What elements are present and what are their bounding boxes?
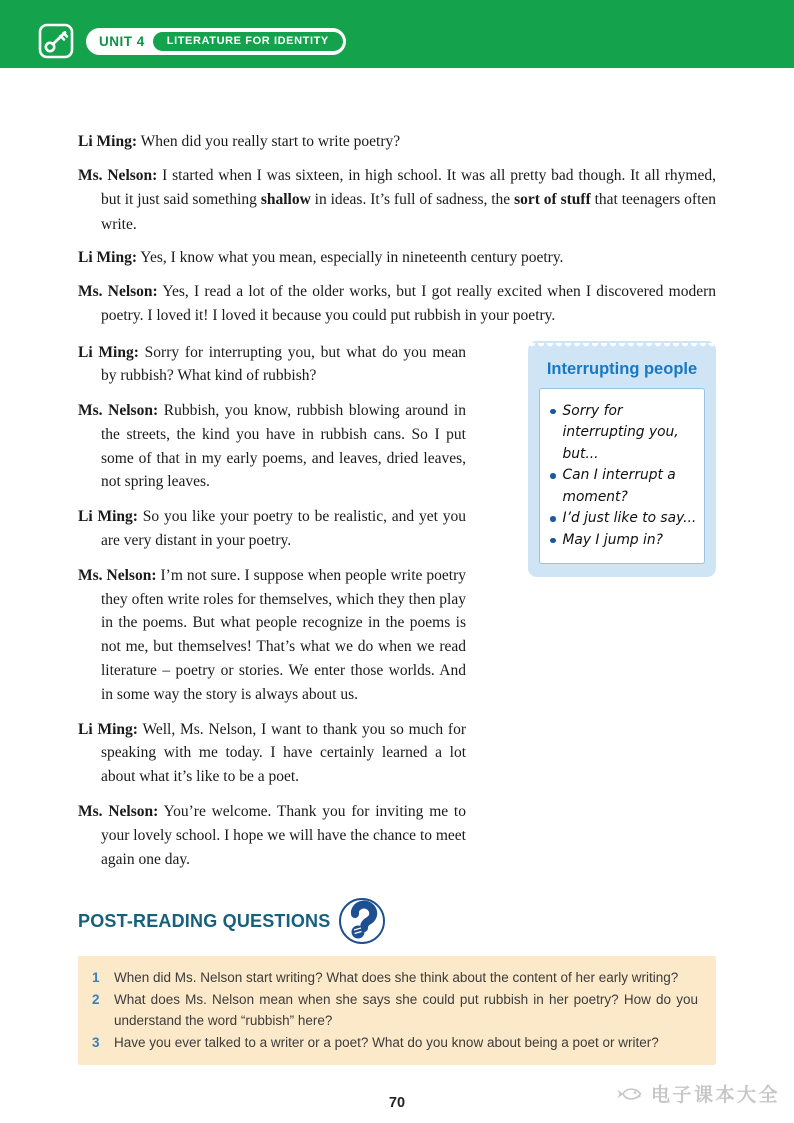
dialogue-paragraph bbox=[78, 718, 466, 789]
interrupting-people-box bbox=[528, 341, 716, 578]
unit-title-label: LITERATURE FOR IDENTITY bbox=[153, 32, 343, 51]
list-item-text: I’d just like to say... bbox=[562, 510, 697, 526]
dialogue-with-sidebox bbox=[78, 341, 716, 883]
bullet-icon bbox=[550, 409, 556, 415]
dialogue-paragraph bbox=[78, 280, 716, 329]
speaker-name: Li Ming: bbox=[78, 249, 137, 266]
list-item-text: Sorry for interrupting you, but... bbox=[562, 402, 679, 462]
speaker-name: Li Ming: bbox=[78, 343, 139, 361]
speech-text: Yes, I read a lot of the older works, but I got really excited when I discovered modern poetry. I loved it! I loved it because you could put rubbish in your poetry. bbox=[101, 282, 716, 324]
list-item-text: Can I interrupt a moment? bbox=[562, 467, 676, 505]
speech-text: Yes, I know what you mean, especially in nineteenth century poetry. bbox=[137, 249, 564, 266]
speaker-name: Ms. Nelson: bbox=[78, 166, 158, 184]
questions-box bbox=[78, 956, 716, 1065]
dialogue-paragraph bbox=[78, 164, 716, 238]
unit-header-band bbox=[0, 0, 794, 68]
dialogue-paragraph bbox=[78, 564, 466, 707]
list-item bbox=[548, 508, 698, 530]
post-reading-title: POST-READING QUESTIONS bbox=[78, 910, 331, 931]
question-text: When did Ms. Nelson start writing? What does she think about the content of her early writing? bbox=[114, 970, 679, 986]
speaker-name: Li Ming: bbox=[78, 720, 138, 738]
dialogue-section-narrow bbox=[78, 341, 466, 883]
question-text: Have you ever talked to a writer or a poet? What do you know about being a poet or writer? bbox=[114, 1034, 659, 1050]
speech-text: I started when I was sixteen, in high school. It was all pretty bad though. It all rhymed, but it just said something shallow in ideas. It’s full of sadness, the sort of stuff that teenagers often write. bbox=[101, 166, 717, 233]
speech-text: Sorry for interrupting you, but what do you mean by rubbish? What kind of rubbish? bbox=[101, 343, 466, 385]
list-item bbox=[548, 465, 698, 508]
speaker-name: Ms. Nelson: bbox=[78, 566, 157, 584]
unit-pill bbox=[86, 28, 346, 55]
dialogue-paragraph bbox=[78, 800, 466, 871]
dialogue-paragraph bbox=[78, 399, 466, 494]
dialogue-paragraph bbox=[78, 130, 716, 155]
speaker-name: Ms. Nelson: bbox=[78, 803, 159, 821]
key-icon bbox=[38, 23, 74, 59]
speaker-name: Li Ming: bbox=[78, 508, 138, 526]
speaker-name: Ms. Nelson: bbox=[78, 402, 159, 420]
speech-text: When did you really start to write poetry? bbox=[137, 133, 401, 150]
speech-text: Well, Ms. Nelson, I want to thank you so much for speaking with me today. I have certainly learned a lot about what it’s like to be a poet. bbox=[101, 720, 466, 786]
speaker-name: Ms. Nelson: bbox=[78, 282, 158, 300]
speaker-name: Li Ming: bbox=[78, 133, 137, 150]
watermark-text: 电子课本大全 bbox=[650, 1084, 780, 1106]
page-content bbox=[0, 68, 794, 1111]
bullet-icon bbox=[550, 538, 556, 544]
speech-text: Rubbish, you know, rubbish blowing around in the streets, the kind you have in rubbish cans. So I put some of that in my early poems, and leaves, dried leaves, not spring leaves. bbox=[101, 402, 466, 491]
post-reading-heading-row bbox=[78, 896, 716, 946]
dialogue-paragraph bbox=[78, 505, 466, 553]
question-number: 1 bbox=[92, 970, 100, 986]
unit-number-label: UNIT 4 bbox=[99, 33, 145, 49]
fish-icon bbox=[615, 1083, 645, 1105]
question-row bbox=[92, 1032, 698, 1054]
dialogue-section-full bbox=[78, 130, 716, 329]
question-mark-icon bbox=[338, 897, 386, 945]
perforated-edge-decoration bbox=[528, 343, 716, 351]
question-text: What does Ms. Nelson mean when she says she could put rubbish in her poetry? How do you understand the word “rubbish” here? bbox=[114, 991, 698, 1029]
dialogue-paragraph bbox=[78, 341, 466, 389]
speech-text: So you like your poetry to be realistic, and yet you are very distant in your poetry. bbox=[101, 508, 466, 550]
question-row bbox=[92, 967, 698, 989]
bullet-icon bbox=[550, 516, 556, 522]
speech-text: I’m not sure. I suppose when people write poetry they often write roles for themselves, which they then play in the poems. But what people recognize in the poems is not me, but themselves! That’s what we do when we read literature – poetry or stories. We enter those worlds. And in some way the story is always about us. bbox=[101, 566, 466, 703]
list-item-text: May I jump in? bbox=[562, 531, 663, 548]
page-number: 70 bbox=[388, 1095, 406, 1112]
list-item bbox=[548, 401, 698, 466]
question-row bbox=[92, 989, 698, 1032]
site-watermark bbox=[615, 1080, 780, 1107]
sidebox-card bbox=[539, 388, 705, 565]
bullet-icon bbox=[550, 473, 556, 479]
question-number: 2 bbox=[92, 991, 100, 1007]
speech-text: You’re welcome. Thank you for inviting me to your lovely school. I hope we will have the chance to meet again one day. bbox=[101, 803, 466, 868]
question-number: 3 bbox=[92, 1034, 100, 1050]
list-item bbox=[548, 530, 698, 552]
dialogue-paragraph bbox=[78, 246, 716, 271]
sidebox-title: Interrupting people bbox=[546, 359, 698, 378]
